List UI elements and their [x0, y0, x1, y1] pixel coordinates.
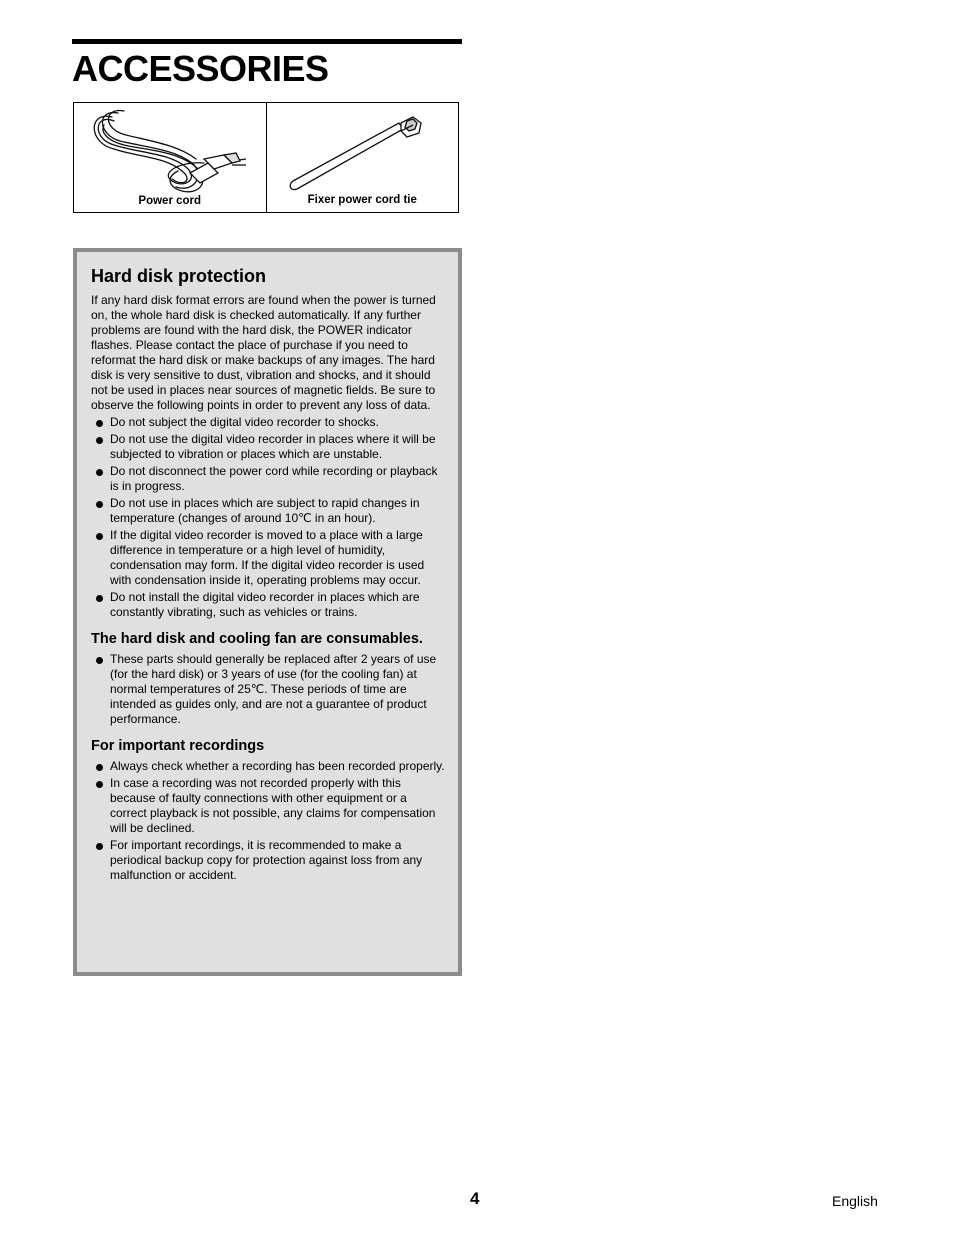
bullet-text: If the digital video recorder is moved to a place with a large difference in temperature or a high level of humidity, condensation may form. If the digital video recorder is used with condensation inside it, operating problems may occur. [110, 528, 425, 587]
page-title: ACCESSORIES [72, 48, 329, 89]
protection-bullet-list [91, 415, 445, 620]
bullet-text: For important recordings, it is recommended to make a periodical backup copy for protection against loss from any malfunction or accident. [110, 838, 423, 882]
accessory-label-power-cord: Power cord [138, 195, 202, 207]
bullet-text: Do not use in places which are subject to rapid changes in temperature (changes of around 10℃ in an hour). [110, 496, 420, 525]
protection-intro: If any hard disk format errors are found when the power is turned on, the whole hard disk is checked automatically. If any further problems are found with the hard disk, the POWER indicator flashes. Please contact the place of purchase if you need to reformat the hard disk or make backups of any images. The hard disk is very sensitive to dust, vibration and shocks, and it should not be used in places near sources of magnetic fields. Be sure to observe the following points in order to prevent any loss of data. [91, 293, 436, 412]
bullet-text: In case a recording was not recorded properly with this because of faulty connections with other equipment or a correct playback is not possible, any claims for compensation will be declined. [110, 776, 436, 835]
protection-title: Hard disk protection [91, 266, 267, 286]
bullet-text: Do not subject the digital video recorder to shocks. [110, 415, 379, 429]
consumables-bullet-list [91, 652, 445, 727]
accessory-cable-tie [266, 103, 459, 212]
list-item [91, 432, 445, 462]
protection-content [91, 265, 445, 885]
hard-disk-protection-box [73, 248, 462, 976]
bullet-text: These parts should generally be replaced after 2 years of use (for the hard disk) or 3 years of use (for the cooling fan) at normal temperatures of 25℃. These periods of time are intended as guides only, and are not a guarantee of product performance. [110, 652, 437, 726]
title-rule [72, 39, 462, 44]
bullet-icon [96, 420, 103, 427]
recordings-bullet-list [91, 759, 445, 883]
language-label: English [832, 1193, 878, 1209]
bullet-icon [96, 501, 103, 508]
list-item [91, 464, 445, 494]
list-item [91, 415, 445, 430]
list-item [91, 652, 445, 727]
bullet-icon [96, 437, 103, 444]
bullet-icon [96, 781, 103, 788]
accessory-label-cable-tie: Fixer power cord tie [307, 194, 417, 206]
accessories-table [73, 102, 459, 213]
bullet-text: Do not install the digital video recorder in places which are constantly vibrating, such as vehicles or trains. [110, 590, 420, 619]
list-item [91, 838, 445, 883]
bullet-icon [96, 764, 103, 771]
bullet-icon [96, 533, 103, 540]
page-number: 4 [470, 1189, 480, 1208]
bullet-text: Do not disconnect the power cord while recording or playback is in progress. [110, 464, 438, 493]
bullet-text: Always check whether a recording has been recorded properly. [110, 759, 445, 773]
list-item [91, 590, 445, 620]
bullet-text: Do not use the digital video recorder in places where it will be subjected to vibration or places which are unstable. [110, 432, 436, 461]
list-item [91, 759, 445, 774]
list-item [91, 496, 445, 526]
bullet-icon [96, 843, 103, 850]
consumables-title: The hard disk and cooling fan are consumables. [91, 631, 423, 647]
bullet-icon [96, 595, 103, 602]
accessory-power-cord [74, 103, 266, 212]
list-item [91, 528, 445, 588]
bullet-icon [96, 469, 103, 476]
list-item [91, 776, 445, 836]
bullet-icon [96, 657, 103, 664]
recordings-title: For important recordings [91, 738, 265, 754]
